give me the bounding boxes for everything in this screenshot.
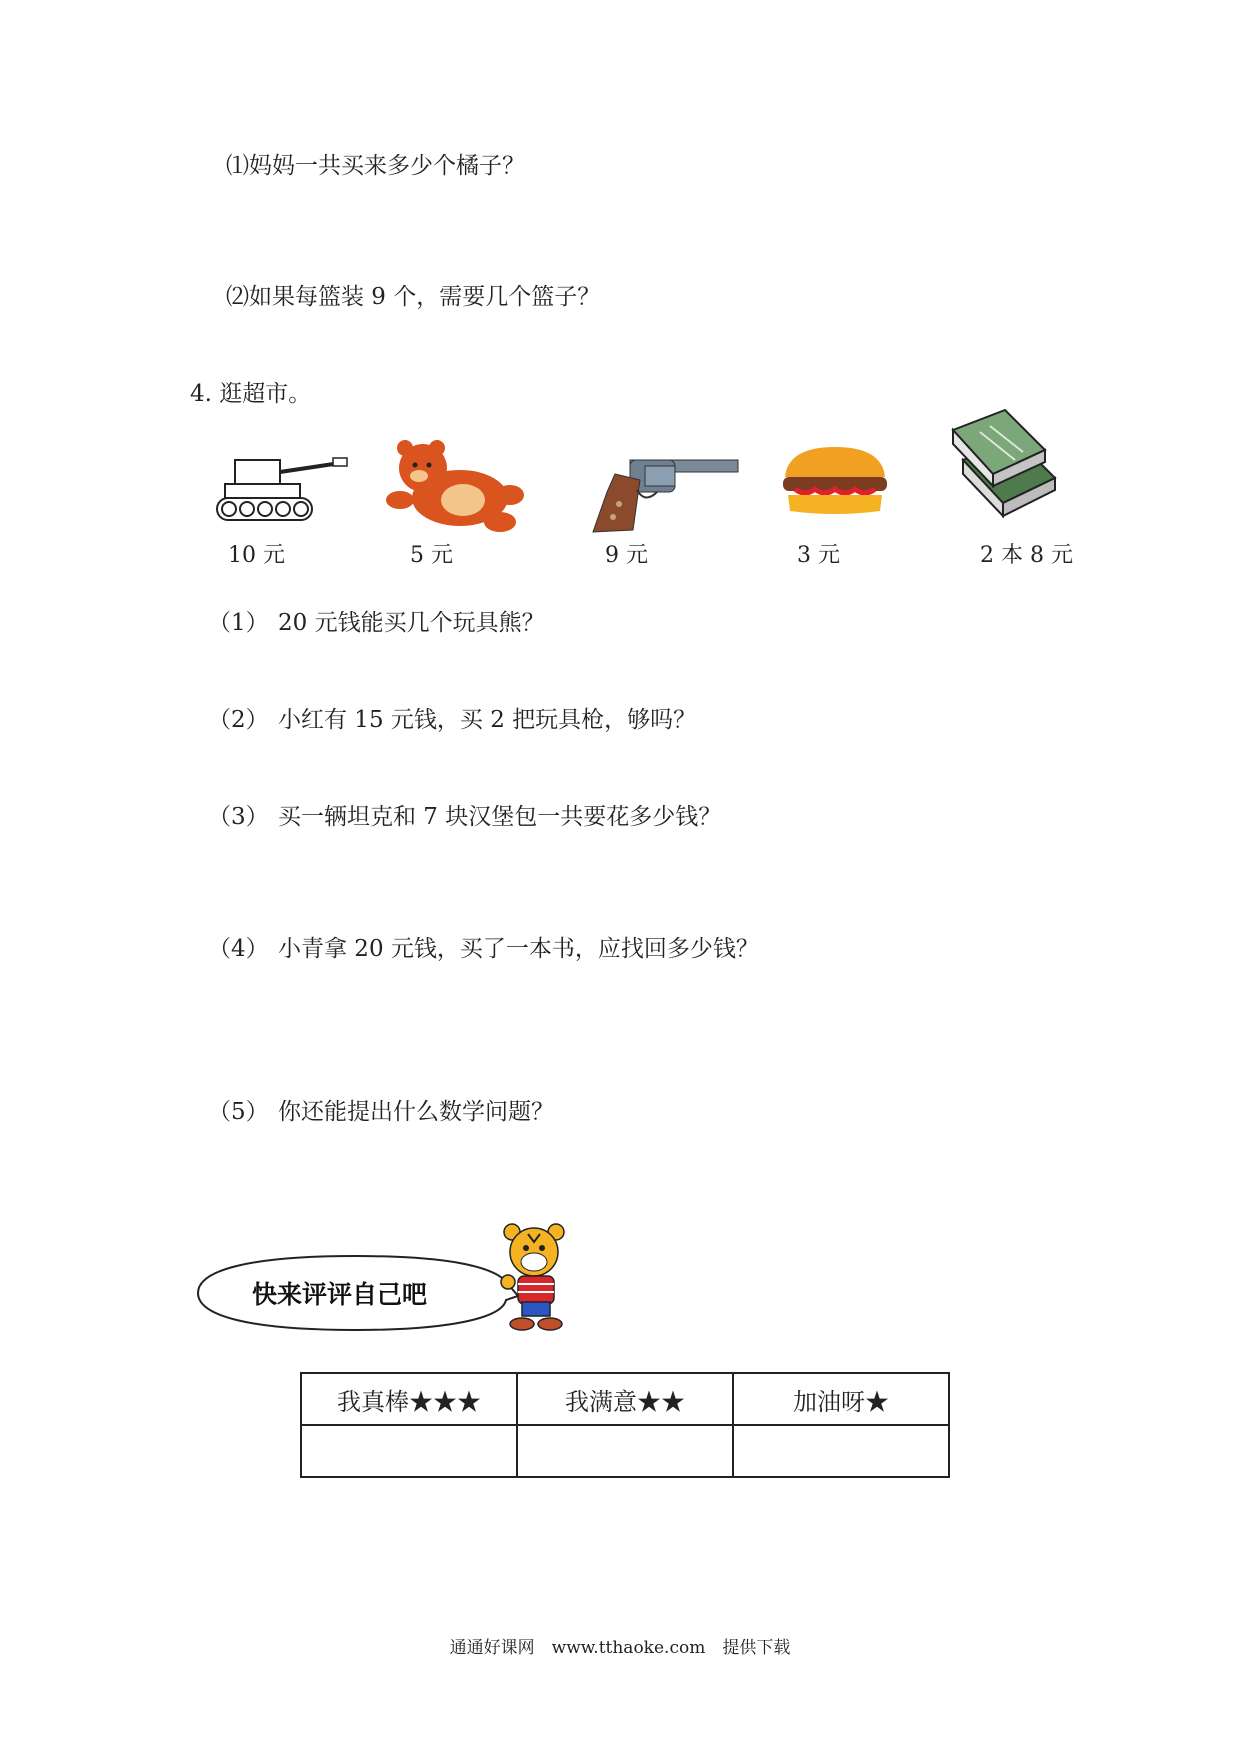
rating-cell-excellent[interactable] bbox=[301, 1425, 517, 1477]
q4-sub4-text: 小青拿 20 元钱，买了一本书，应找回多少钱？ bbox=[278, 936, 759, 962]
rating-answer-row bbox=[301, 1425, 949, 1477]
footer-text: 通通好课网 www.tthaoke.com 提供下载 bbox=[449, 1638, 791, 1658]
q4-sub2-text: 小红有 15 元钱，买 2 把玩具枪，够吗？ bbox=[278, 707, 697, 733]
rating-header-satisfied: 我满意★★ bbox=[517, 1373, 733, 1425]
price-teddy-bear: 5 元 bbox=[410, 543, 453, 568]
q4-sub3-number: （3） bbox=[208, 804, 269, 830]
q4-sub1-text: 20 元钱能买几个玩具熊？ bbox=[278, 610, 545, 636]
q4-sub3-text: 买一辆坦克和 7 块汉堡包一共要花多少钱？ bbox=[278, 804, 722, 830]
rating-header-excellent: 我真棒★★★ bbox=[301, 1373, 517, 1425]
tiger-mascot-image bbox=[498, 1222, 578, 1334]
bubble-text: 快来评评自己吧 bbox=[252, 1280, 428, 1309]
rating-header-row bbox=[301, 1373, 949, 1425]
q3-sub2: ⑵如果每篮装 9 个，需要几个篮子？ bbox=[226, 284, 601, 310]
toy-gun-image bbox=[585, 452, 740, 537]
hamburger-image bbox=[780, 445, 890, 520]
q4-title: 4. 逛超市。 bbox=[190, 381, 312, 407]
q4-sub4-number: （4） bbox=[208, 936, 269, 962]
q4-sub5-text: 你还能提出什么数学问题？ bbox=[278, 1099, 554, 1125]
rating-table bbox=[300, 1372, 950, 1478]
price-tank: 10 元 bbox=[228, 543, 285, 568]
price-books: 2 本 8 元 bbox=[980, 543, 1073, 568]
q4-sub5-number: （5） bbox=[208, 1099, 269, 1125]
books-image bbox=[945, 408, 1060, 523]
teddy-bear-image bbox=[385, 440, 525, 535]
tank-image bbox=[215, 450, 350, 525]
rating-header-keep-going: 加油呀★ bbox=[733, 1373, 949, 1425]
q4-sub2-number: （2） bbox=[208, 707, 269, 733]
q3-sub1: ⑴妈妈一共买来多少个橘子？ bbox=[226, 153, 525, 179]
price-hamburger: 3 元 bbox=[797, 543, 840, 568]
rating-cell-keep-going[interactable] bbox=[733, 1425, 949, 1477]
price-toy-gun: 9 元 bbox=[605, 543, 648, 568]
rating-cell-satisfied[interactable] bbox=[517, 1425, 733, 1477]
q4-sub1-number: （1） bbox=[208, 610, 269, 636]
